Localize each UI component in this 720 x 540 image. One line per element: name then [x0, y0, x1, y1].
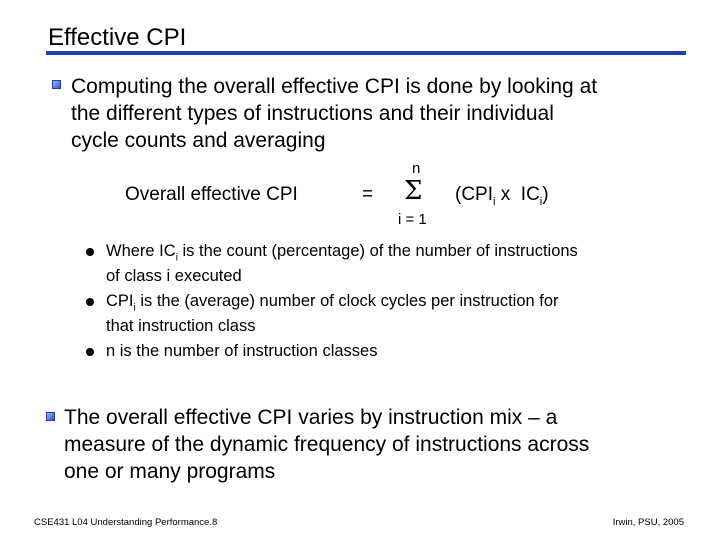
sum-upper-limit: n: [412, 160, 421, 177]
sub-bullet-subscript: i: [133, 302, 136, 314]
round-bullet-icon: [86, 248, 94, 256]
bullet-1-line: cycle counts and averaging: [71, 129, 326, 152]
rhs-subscript: i: [493, 195, 496, 208]
page-title: Effective CPI: [48, 24, 187, 51]
rhs-subscript: i: [539, 195, 543, 208]
rhs-close: ): [542, 184, 549, 205]
square-bullet-icon: [52, 80, 61, 89]
equation-equals: =: [362, 184, 374, 205]
sub-bullet-item: [106, 242, 578, 286]
sum-lower-limit: i = 1: [398, 211, 427, 228]
title-underline: [46, 51, 686, 55]
sub-bullet-text: CPI: [106, 292, 134, 310]
bullet-2-line: measure of the dynamic frequency of instructions across: [64, 433, 590, 456]
sub-bullet-item: [106, 342, 377, 361]
rhs-mid: x IC: [495, 184, 540, 205]
equation-label: Overall effective CPI: [125, 184, 298, 205]
footer-course-label: CSE431 L04 Understanding Performance.8: [34, 517, 218, 528]
square-bullet-icon: [46, 412, 55, 421]
bullet-2-text: [64, 404, 589, 485]
round-bullet-icon: [86, 298, 94, 306]
bullet-1-line: Computing the overall effective CPI is done by looking at: [71, 75, 598, 98]
round-bullet-icon: [86, 348, 94, 356]
equation-rhs: [455, 184, 549, 208]
sub-bullet-line2: of class i executed: [106, 267, 242, 286]
footer-author-label: Irwin, PSU, 2005: [612, 517, 684, 528]
sub-bullet-subscript: i: [175, 252, 178, 264]
bullet-1-text: [71, 73, 597, 154]
sub-bullet-text: is the count (percentage) of the number of instructions: [177, 242, 578, 260]
sub-bullet-text: n is the number of instruction classes: [106, 342, 378, 360]
bullet-1-line: the different types of instructions and their individual: [71, 102, 554, 125]
sub-bullet-text: is the (average) number of clock cycles per instruction for: [135, 292, 559, 310]
sub-bullet-text: Where IC: [106, 242, 176, 260]
rhs-open: (CPI: [455, 184, 493, 205]
sigma-symbol: Σ: [404, 176, 423, 206]
sub-bullet-item: [106, 292, 559, 336]
bullet-2-line: The overall effective CPI varies by instruction mix – a: [64, 406, 558, 429]
sub-bullet-line2: that instruction class: [106, 317, 256, 336]
bullet-2-line: one or many programs: [64, 460, 276, 483]
